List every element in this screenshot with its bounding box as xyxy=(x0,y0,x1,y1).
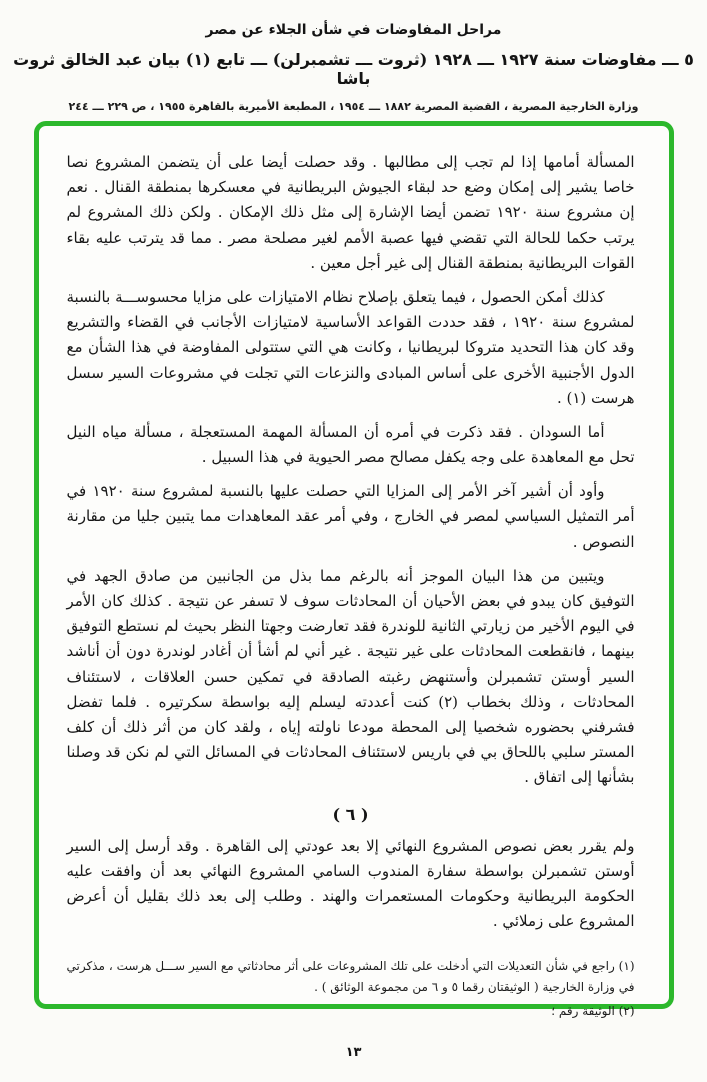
chapter-heading: ٥ ـــ مفاوضات سنة ١٩٢٧ ـــ ١٩٢٨ (ثروت ـــ تشمبرلن) ـــ تابع (١) بيان عبد الخالق ثروت باشا xyxy=(13,50,694,88)
footnote: (٢) الوثيقة رقم ؛ xyxy=(551,1004,635,1019)
section-number-marker: ( ٦ ) xyxy=(332,804,369,824)
page-header xyxy=(0,0,707,113)
footnote: (١) راجع في شأن التعديلات التي أدخلت على تلك المشروعات على أثر محادثاتي مع السير ســـل هرست ، مذكرتي في وزارة الخارجية ( الوثيقتان رقما ٥ و ٦ من مجموعة الوثائق ) . xyxy=(66,959,635,995)
footnotes-block xyxy=(67,956,635,1022)
body-paragraph: المسألة أمامها إذا لم تجب إلى مطالبها . وقد حصلت أيضا على أن يتضمن المشروع نصا خاصا يشير إلى إمكان وضع حد لبقاء الجيوش البريطانية في معسكرها بمنطقة القنال . نعم إن مشروع سنة ١٩٢٠ تضمن أيضا الإشارة إلى مثل ذلك الإمكان . ولكن ذلك المشروع لم يرتب حكما للحالة التي تقضي فيها عصبة الأمم لغير مصلحة مصر . مما قد يترتب عليه بقاء القوات البريطانية بمنطقة القنال إلى غير أجل معين . xyxy=(66,153,635,272)
scanned-text-frame xyxy=(34,121,674,1019)
body-paragraph: ويتبين من هذا البيان الموجز أنه بالرغم مما بذل من الجانبين من صادق الجهد في التوفيق كان يبدو في بعض الأحيان أن المحادثات سوف لا تسفر عن نتيجة . كذلك كان الأمر في اليوم الأخير من زيارتي الثانية للوندرة فقد تعارضت وجهتا النظر بحيث لم نستطع التوفيق بينهما ، فانقطعت المحادثات على غير نتيجة . غير أني لم أشأ أن أغادر لوندرة دون أن أناشد السير أوستن تشمبرلن وأستنهض رغبته الصادقة في تمكين حسن العلاقات ، لاستئناف المحادثات ، وذلك بخطاب (٢) كنت أعددته ليسلم إليه بواسطة سكرتيره . فلما تفضل فشرفني بحضوره شخصيا إلى المحطة مودعا ناولته إياه ، ولقد كان من أثر ذلك أن كلف المستر سلبي باللحاق بي في باريس لاستئناف المحادثات في المسائل التي لم نكن قد وصلنا بشأنها إلى اتفاق . xyxy=(66,566,635,787)
source-citation: وزارة الخارجية المصرية ، القضية المصرية ١٨٨٢ ـــ ١٩٥٤ ، المطبعة الأميرية بالقاهرة ١٩٥٥ ، ص ٢٢٩ ـــ ٢٤٤ xyxy=(68,100,639,113)
body-paragraph: وأود أن أشير آخر الأمر إلى المزايا التي حصلت عليها بالنسبة لمشروع سنة ١٩٢٠ في أمر التمثيل السياسي لمصر في الخارج ، وفي أمر عقد المعاهدات مما يتبين جليا من مقارنة النصوص . xyxy=(66,482,635,551)
body-paragraph: أما السودان . فقد ذكرت في أمره أن المسألة المهمة المستعجلة ، مسألة مياه النيل تحل مع المعاهدة على وجه يكفل مصالح مصر الحيوية في هذا السبيل . xyxy=(66,422,635,467)
page-number: ١٣ xyxy=(345,1045,362,1060)
body-paragraph: ولم يقرر بعض نصوص المشروع النهائي إلا بعد عودتي إلى القاهرة . وقد أرسل إلى السير أوستن تشمبرلن بواسطة سفارة المندوب السامي المشروع النهائي بعد أن وافقت عليه الحكومة البريطانية وحكومات المستعمرات والهند . وطلب إلى بعد ذلك بقليل أن أعرض المشروع على زملائي . xyxy=(66,836,635,931)
body-paragraph: كذلك أمكن الحصول ، فيما يتعلق بإصلاح نظام الامتيازات على مزايا محسوســـة بالنسبة لمشروع سنة ١٩٢٠ ، فقد حددت القواعد الأساسية لامتيازات الأجانب في القضاء والتشريع وقد كان هذا التحديد متروكا لبريطانيا ، وكانت هي التي ستتولى المفاوضة في هذا الشأن مع الدول الأجنبية الأخرى على أساس المبادى والنزعات التي تجلت في مشروعات السير سسل هرست (١) . xyxy=(66,287,635,407)
book-title: مراحل المفاوضات في شأن الجلاء عن مصر xyxy=(205,22,502,38)
